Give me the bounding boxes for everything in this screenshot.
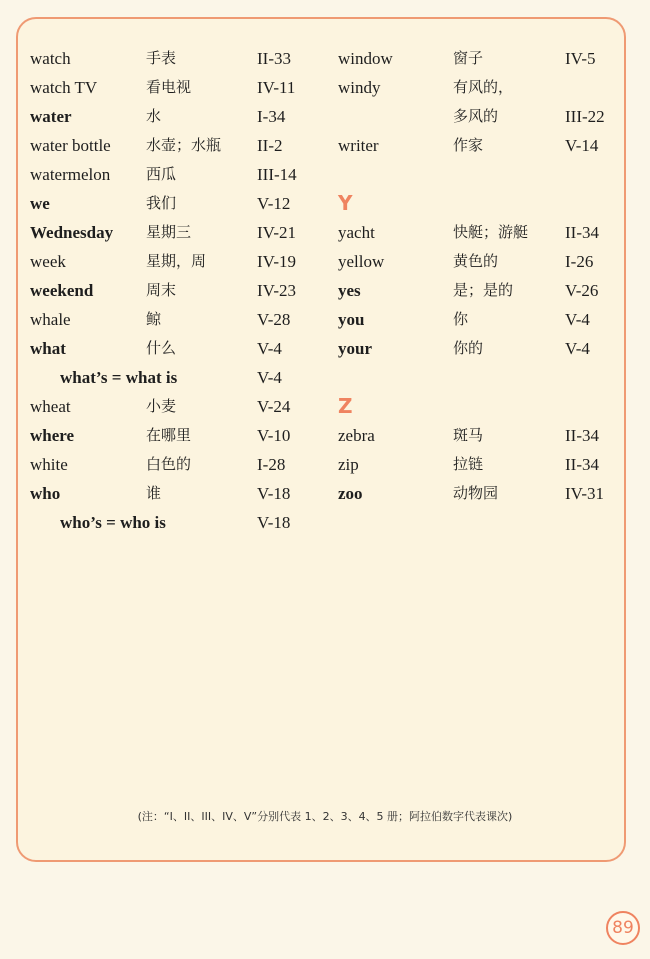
vocab-chinese: 多风的 [453,107,499,125]
vocab-chinese: 谁 [146,484,162,502]
vocab-word: week [30,252,66,271]
vocab-reference: IV-11 [257,78,296,97]
vocab-word: zebra [338,426,375,445]
vocab-chinese: 手表 [146,49,177,67]
vocab-chinese: 水 [146,107,162,125]
vocab-chinese: 斑马 [453,426,484,444]
vocab-reference: II-33 [257,49,291,68]
vocab-chinese: 周末 [146,281,177,299]
vocab-chinese: 小麦 [146,397,177,415]
vocab-chinese: 有风的， [453,78,514,96]
vocab-chinese: 西瓜 [146,165,177,183]
vocab-word: yacht [338,223,375,242]
vocab-chinese: 是；是的 [453,281,514,299]
section-letter: Y [338,191,353,215]
vocab-word: zip [338,455,359,474]
vocab-chinese: 动物园 [453,484,499,502]
vocab-reference: V-18 [257,484,291,503]
vocab-word: yes [338,281,361,300]
vocab-reference: IV-31 [565,484,605,503]
vocab-word: whale [30,310,71,329]
footnote: (注：“I、II、III、IV、V”分别代表 1、2、3、4、5 册；阿拉伯数字代表课次) [137,810,513,823]
vocab-reference: V-10 [257,426,291,445]
vocab-word: who [30,484,61,503]
vocab-reference: IV-19 [257,252,297,271]
vocab-word: where [30,426,75,445]
vocab-word: water bottle [30,136,111,155]
vocab-chinese: 星期，周 [146,252,207,270]
vocab-reference: V-14 [565,136,599,155]
vocab-reference: IV-21 [257,223,297,242]
vocab-reference: III-22 [565,107,605,126]
vocab-reference: V-4 [565,339,590,358]
vocab-word: writer [338,136,379,155]
vocab-chinese: 作家 [453,136,484,154]
vocab-reference: IV-23 [257,281,297,300]
vocab-chinese: 快艇；游艇 [453,223,529,241]
page-number: 89 [606,911,640,945]
vocab-reference: V-26 [565,281,599,300]
vocab-reference: V-4 [565,310,590,329]
vocab-word: watch TV [30,78,98,97]
vocab-reference: I-26 [565,252,594,271]
vocab-chinese: 黄色的 [453,252,499,270]
vocab-reference: III-14 [257,165,297,184]
vocab-chinese: 拉链 [453,455,484,473]
vocab-reference: V-24 [257,397,291,416]
vocab-word: wheat [30,397,71,416]
vocab-reference: I-28 [257,455,286,474]
vocab-word: you [338,310,365,329]
vocab-reference: II-34 [565,426,599,445]
vocab-reference: V-12 [257,194,291,213]
vocab-chinese: 水壶；水瓶 [146,136,222,154]
vocab-reference: II-2 [257,136,283,155]
vocab-reference: V-4 [257,339,282,358]
vocab-chinese: 星期三 [146,223,192,241]
vocab-word: water [30,107,72,126]
vocab-chinese: 看电视 [146,78,192,96]
vocab-word: your [338,339,372,358]
vocab-word: windy [338,78,381,97]
vocab-word: what’s = what is [60,368,178,387]
vocab-chinese: 窗子 [453,49,484,67]
vocab-chinese: 你 [453,310,469,328]
vocab-reference: II-34 [565,455,599,474]
vocab-chinese: 你的 [453,339,484,357]
vocab-word: what [30,339,66,358]
vocab-word: window [338,49,393,68]
vocab-chinese: 我们 [146,194,177,212]
vocab-word: we [30,194,50,213]
vocab-word: weekend [30,281,94,300]
vocab-chinese: 什么 [146,339,177,357]
vocab-reference: V-4 [257,368,282,387]
vocab-reference: V-18 [257,513,291,532]
section-letter: Z [338,394,353,418]
vocab-word: watermelon [30,165,111,184]
vocab-chinese: 白色的 [146,455,192,473]
vocab-word: yellow [338,252,385,271]
vocab-reference: II-34 [565,223,599,242]
vocab-word: zoo [338,484,363,503]
vocab-reference: I-34 [257,107,286,126]
vocab-chinese: 在哪里 [146,426,192,444]
vocab-word: Wednesday [30,223,114,242]
vocab-chinese: 鲸 [146,310,162,328]
vocab-reference: IV-5 [565,49,596,68]
vocab-reference: V-28 [257,310,291,329]
vocab-word: watch [30,49,71,68]
vocab-word: who’s = who is [60,513,166,532]
vocab-word: white [30,455,68,474]
